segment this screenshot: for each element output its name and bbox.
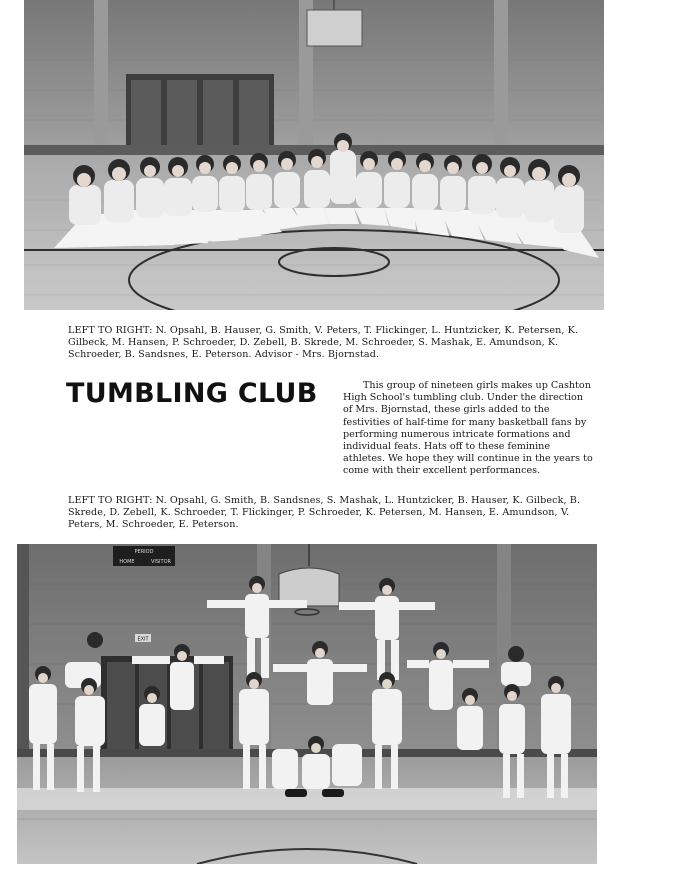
top-photo-illustration	[24, 0, 604, 310]
top-photo-caption: LEFT TO RIGHT: N. Opsahl, B. Hauser, G. Smith, V. Peters, T. Flickinger, L. Huntzicker, K. Petersen, K. Gilbeck, M. Hansen, P. Schroeder, D. Zebell, B. Skrede, M. Schroeder, S. Mashak, E. Amundson, K. Schroeder, B. Sandsnes, E. Peterson. Advisor - Mrs. Bjornstad.	[68, 325, 579, 360]
scoreboard-visitor-label: VISITOR	[150, 559, 172, 565]
bottom-photo-caption: LEFT TO RIGHT: N. Opsahl, G. Smith, B. Sandsnes, S. Mashak, L. Huntzicker, B. Hauser, K. Gilbeck, B. Skrede, D. Zebell, K. Schroeder, T. Flickinger, P. Schroeder, K. Petersen, M. Hansen, E. Amundson, V. Peters, M. Schroeder, E. Peterson.	[68, 495, 581, 530]
scoreboard-period-label: PERIOD	[134, 549, 154, 555]
page-title: TUMBLING CLUB	[66, 378, 318, 409]
top-group-photo	[24, 0, 604, 310]
club-description: This group of nineteen girls makes up Cashton High School's tumbling club. Under the direction of Mrs. Bjornstad, these girls added to the festivities of half-time for many basketball fans by performing numerous intricate formations and individual feats. Hats off to these feminine athletes. We hope they will continue in the years to come with their excellent performances.	[343, 380, 593, 477]
exit-sign-text: EXIT	[137, 636, 149, 643]
bottom-pyramid-photo	[17, 544, 597, 864]
scoreboard-home-label: HOME	[119, 559, 135, 565]
bottom-photo-illustration	[17, 544, 597, 864]
